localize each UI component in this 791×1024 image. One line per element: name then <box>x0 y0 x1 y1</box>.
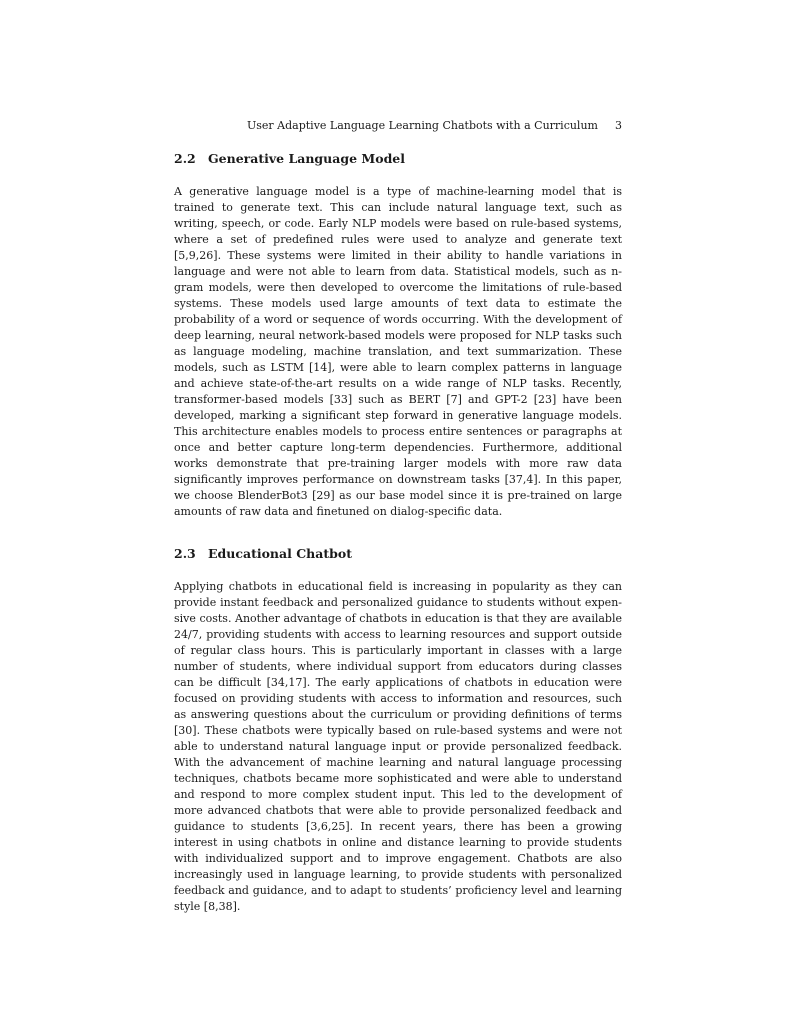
running-title: User Adaptive Language Learning Chatbots with a Curriculum <box>247 119 598 132</box>
section-number: 2.2 <box>174 151 196 166</box>
section-title: Generative Language Model <box>208 151 406 166</box>
section-number: 2.3 <box>174 546 196 561</box>
section-heading-generative-language-model <box>174 150 622 168</box>
section-heading-educational-chatbot <box>174 545 622 563</box>
paragraph-generative-language-model: A generative language model is a type of machine-learning model that is trained to generate text. This can include natural language text, such as writing, speech, or code. Early NLP models were based on rule-based systems, where a set of predefined rules were used to analyze and generate text [5,9,26]. These systems were limited in their ability to handle variations in language and were not able to learn from data. Statistical models, such as n-gram models, were then developed to overcome the limitations of rule-based systems. These models used large amounts of text data to estimate the probability of a word or sequence of words occurring. With the development of deep learning, neural network-based models were proposed for NLP tasks such as language modeling, machine translation, and text summarization. These models, such as LSTM [14], were able to learn complex patterns in language and achieve state-of-the-art results on a wide range of NLP tasks. Recently, transformer-based models [33] such as BERT [7] and GPT-2 [23] have been developed, marking a significant step forward in generative language models. This architecture enables models to process entire sentences or paragraphs at once and better capture long-term dependencies. Furthermore, additional works demonstrate that pre-training larger models with more raw data significantly improves performance on downstream tasks [37,4]. In this paper, we choose BlenderBot3 [29] as our base model since it is pre-trained on large amounts of raw data and finetuned on dialog-specific data. <box>174 185 622 518</box>
section-title: Educational Chatbot <box>208 546 352 561</box>
running-header <box>174 118 622 134</box>
paragraph-educational-chatbot: Applying chatbots in educational field is increasing in popularity as they can provide instant feedback and personalized guidance to students without expensive costs. Another advantage of chatbots in education is that they are available 24/7, providing students with access to learning resources and support outside of regular class hours. This is particularly important in classes with a large number of students, where individual support from educators during classes can be difficult [34,17]. The early applications of chatbots in education were focused on providing students with access to information and resources, such as answering questions about the curriculum or providing definitions of terms [30]. These chatbots were typically based on rule-based systems and were not able to understand natural language input or provide personalized feedback. With the advancement of machine learning and natural language processing techniques, chatbots became more sophisticated and were able to understand and respond to more complex student input. This led to the development of more advanced chatbots that were able to provide personalized feedback and guidance to students [3,6,25]. In recent years, there has been a growing interest in using chatbots in online and distance learning to provide students with individualized support and to improve engagement. Chatbots are also increasingly used in language learning, to provide students with personalized feedback and guidance, and to adapt to students’ proficiency level and learning style [8,38]. <box>174 580 622 913</box>
page-number: 3 <box>615 119 622 132</box>
paper-page <box>174 118 622 915</box>
